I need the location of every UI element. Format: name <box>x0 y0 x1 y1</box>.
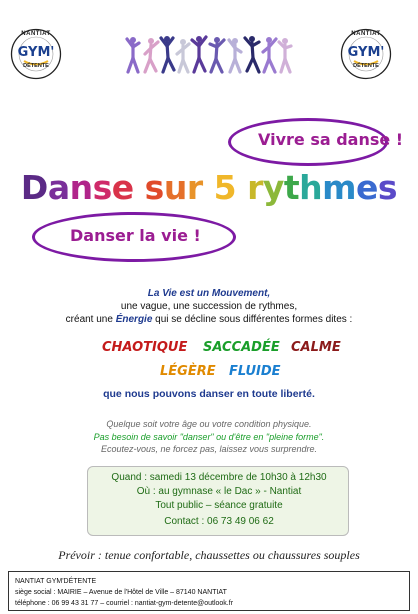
title-letter <box>203 168 214 207</box>
title-letter: t <box>283 168 300 207</box>
logo-main-text: GYM' <box>17 45 55 60</box>
title-letter: D <box>20 168 48 207</box>
intro-line-3-pre: créant une <box>65 314 116 325</box>
event-date: Quand : samedi 13 décembre de 10h30 à 12h30 <box>111 472 327 483</box>
intro-line-3-post: qui se décline sous différentes formes dites : <box>152 314 353 325</box>
intro-text <box>0 287 418 326</box>
bubble-text-bottom: Danser la vie ! <box>70 226 201 245</box>
rhythm-saccadee: SACCADÉE <box>203 340 280 355</box>
encouragement-line-3: Ecoutez-vous, ne forcez pas, laissez vous surprendre. <box>100 444 318 454</box>
title-letter: s <box>92 168 112 207</box>
encouragement-text <box>0 418 418 456</box>
title-letter: 5 <box>213 168 237 207</box>
logo-arc-text: NANTIAT <box>351 31 381 37</box>
event-location: Où : au gymnase « le Dac » - Nantiat <box>136 486 302 497</box>
encouragement-line-1: Quelque soit votre âge ou votre condition physique. <box>106 419 312 429</box>
logo-main-text: GYM' <box>347 45 385 60</box>
title-letter: s <box>377 168 398 207</box>
logo-sub-text: DÉTENTE <box>353 63 379 69</box>
club-logo-left <box>10 28 62 80</box>
footer-contact: téléphone : 06 99 43 31 77 – courriel : nantiat-gym-detente@outlook.fr <box>15 600 234 607</box>
logo-sub-text: DÉTENTE <box>23 63 49 69</box>
intro-line-2: une vague, une succession de rythmes, <box>120 301 298 312</box>
page-title <box>0 168 418 207</box>
title-letter: e <box>356 168 378 207</box>
rhythm-chaotique: CHAOTIQUE <box>102 340 188 355</box>
logo-arc-text: NANTIAT <box>21 31 51 37</box>
footer-box <box>8 571 410 611</box>
rhythm-fluide: FLUIDE <box>229 364 281 379</box>
title-letter: s <box>144 168 164 207</box>
rhythm-calme: CALME <box>291 340 341 355</box>
title-letter: r <box>186 168 203 207</box>
intro-energie-word: Énergie <box>115 314 153 325</box>
title-letter: e <box>111 168 134 207</box>
title-letter <box>134 168 145 207</box>
event-audience: Tout public – séance gratuite <box>155 500 283 511</box>
event-contact: Contact : 06 73 49 06 62 <box>164 516 274 527</box>
footer-club-name: NANTIAT GYM'DÉTENTE <box>15 578 97 585</box>
title-letter: m <box>322 168 357 207</box>
title-letter: n <box>69 168 93 207</box>
footer-address: siège social : MAIRIE – Avenue de l'Hôtel de Ville – 87140 NANTIAT <box>15 589 227 596</box>
title-letter: y <box>262 168 284 207</box>
event-info-box <box>87 466 349 536</box>
dancers-illustration <box>125 34 293 76</box>
encouragement-line-2: Pas besoin de savoir "danser" ou d'être en "pleine forme". <box>93 431 325 442</box>
rhythm-legere: LÉGÈRE <box>160 364 216 379</box>
club-logo-right <box>340 28 392 80</box>
bring-note: Prévoir : tenue confortable, chaussettes ou chaussures souples <box>58 548 360 562</box>
freedom-line: que nous pouvons danser en toute liberté. <box>103 388 315 400</box>
intro-line-3 <box>0 313 418 326</box>
title-letter <box>236 168 247 207</box>
title-letter: u <box>163 168 187 207</box>
title-letter: a <box>47 168 70 207</box>
bubble-text-top: Vivre sa danse ! <box>258 130 404 149</box>
title-letter: r <box>247 168 263 207</box>
title-letter: h <box>299 168 323 207</box>
intro-line-1: La Vie est un Mouvement, <box>147 288 271 299</box>
